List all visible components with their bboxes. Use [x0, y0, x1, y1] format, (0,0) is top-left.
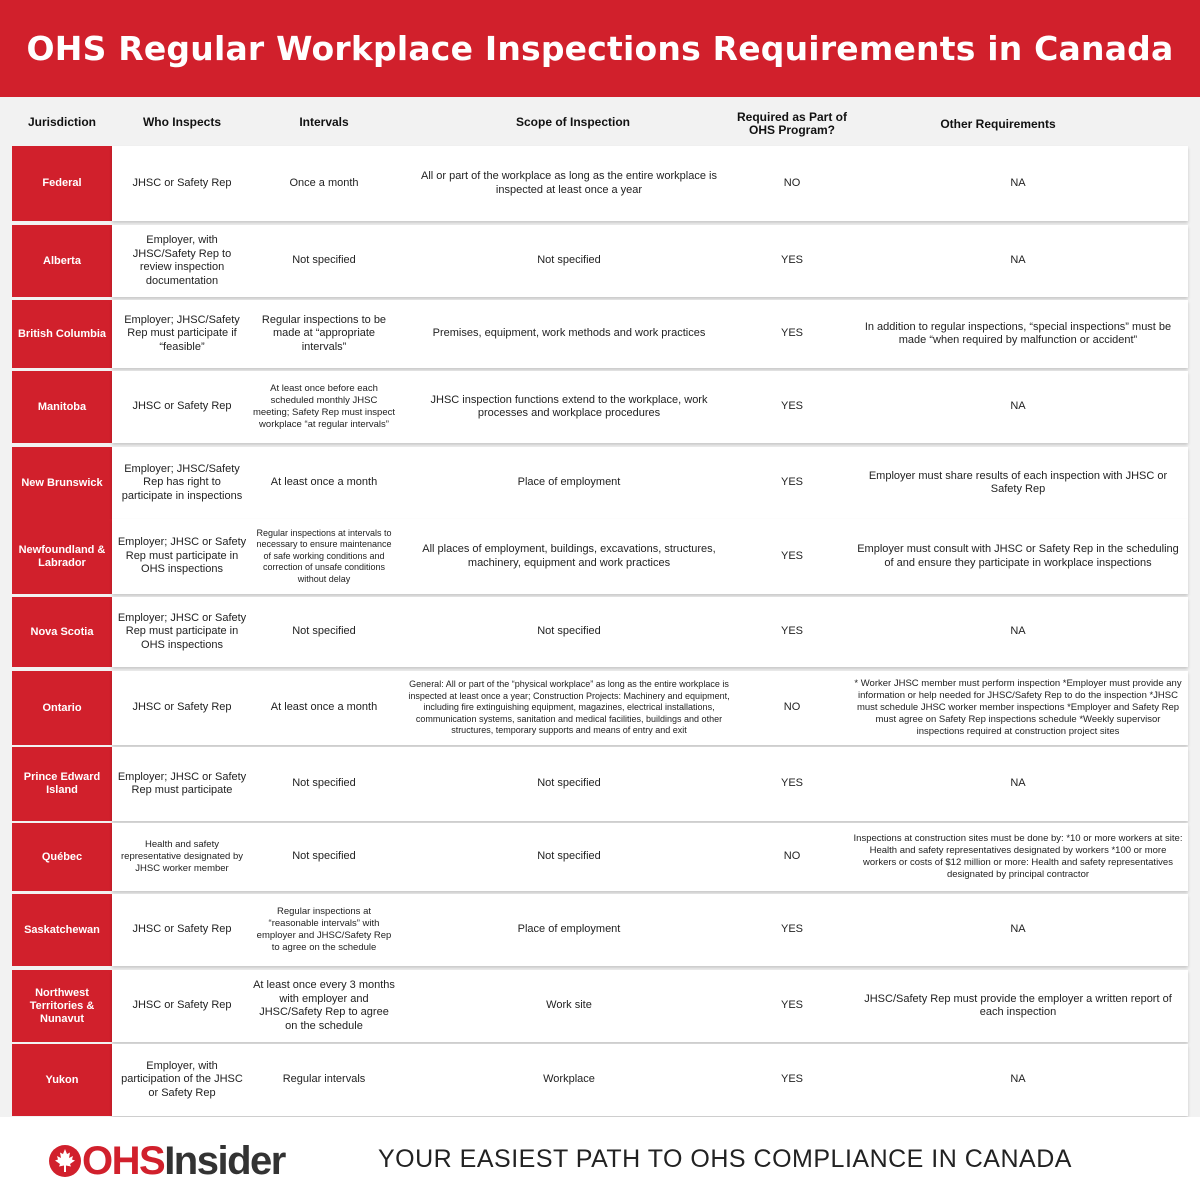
scope-cell: Work site — [546, 999, 592, 1012]
table-row — [12, 747, 1188, 821]
scope-cell: Place of employment — [517, 923, 621, 936]
table-row — [12, 225, 1188, 297]
jurisdiction-cell: Manitoba — [12, 371, 112, 443]
required-cell: YES — [780, 327, 803, 340]
required-cell: YES — [780, 1073, 803, 1086]
row-body — [112, 300, 1188, 368]
intervals-cell: Regular intervals — [282, 1073, 366, 1086]
jurisdiction-cell: Alberta — [12, 225, 112, 297]
table-row — [12, 371, 1188, 443]
page-title: OHS Regular Workplace Inspections Requirements in Canada — [26, 29, 1174, 68]
intervals-cell: Regular inspections at “reasonable intervals” with employer and JHSC/Safety Rep to agree on the schedule — [256, 906, 392, 953]
required-cell: YES — [780, 923, 803, 936]
table-row — [12, 1044, 1188, 1116]
other-cell: NA — [1010, 254, 1026, 267]
header-scope: Scope of Inspection — [515, 114, 630, 129]
other-cell: NA — [1010, 625, 1026, 638]
intervals-cell: Not specified — [292, 777, 356, 790]
row-body — [112, 823, 1188, 891]
table-row — [12, 894, 1188, 966]
required-cell: YES — [780, 999, 803, 1012]
who-cell: Employer; JHSC/Safety Rep must participate if “feasible” — [124, 313, 240, 353]
intervals-cell: At least once before each scheduled monthly JHSC meeting; Safety Rep must inspect workplace “at regular intervals” — [252, 383, 396, 430]
other-cell: In addition to regular inspections, “special inspections” must be made “when required by malfunction or accident” — [864, 320, 1172, 346]
who-cell: Employer, with JHSC/Safety Rep to review inspection documentation — [132, 234, 232, 287]
jurisdiction-cell: Prince Edward Island — [12, 747, 112, 821]
other-cell: NA — [1010, 777, 1026, 790]
who-cell: JHSC or Safety Rep — [132, 999, 232, 1012]
required-cell: NO — [783, 850, 801, 863]
jurisdiction-cell: Québec — [12, 823, 112, 891]
row-body — [112, 447, 1188, 519]
who-cell: Employer, with participation of the JHSC or Safety Rep — [121, 1059, 243, 1099]
who-cell: Employer; JHSC or Safety Rep must participate in OHS inspections — [117, 611, 247, 651]
scope-cell: Premises, equipment, work methods and work practices — [432, 327, 706, 340]
jurisdiction-cell: Saskatchewan — [12, 894, 112, 966]
jurisdiction-cell: Ontario — [12, 671, 112, 745]
header-who-inspects: Who Inspects — [142, 114, 221, 129]
intervals-cell: At least once a month — [270, 476, 378, 489]
other-cell: NA — [1010, 1073, 1026, 1086]
table-row — [12, 447, 1188, 519]
jurisdiction-cell: Newfoundland & Labrador — [12, 519, 112, 594]
row-body — [112, 519, 1188, 594]
required-cell: YES — [780, 549, 803, 562]
requirements-table — [0, 97, 1200, 1117]
row-body — [112, 146, 1188, 221]
intervals-cell: Not specified — [292, 254, 356, 267]
scope-cell: Not specified — [537, 777, 601, 790]
intervals-cell: Regular inspections at intervals to necessary to ensure maintenance of safe working conditions and correction of unsafe conditions without delay — [256, 527, 392, 584]
who-cell: JHSC or Safety Rep — [132, 400, 232, 413]
intervals-cell: Once a month — [289, 176, 359, 189]
table-row — [12, 300, 1188, 368]
required-cell: NO — [783, 176, 801, 189]
header-required: Required as Part of OHS Program? — [736, 110, 848, 137]
who-cell: Employer; JHSC or Safety Rep must participate — [117, 770, 247, 796]
title-banner — [0, 0, 1200, 97]
other-cell: NA — [1010, 923, 1026, 936]
scope-cell: Not specified — [537, 254, 601, 267]
intervals-cell: At least once every 3 months with employer and JHSC/Safety Rep to agree on the schedule — [253, 979, 395, 1032]
ohs-insider-logo — [48, 1139, 285, 1183]
row-body — [112, 970, 1188, 1042]
scope-cell: All or part of the workplace as long as the entire workplace is inspected at least once a year — [421, 170, 717, 196]
row-body — [112, 747, 1188, 821]
table-row — [12, 597, 1188, 667]
scope-cell: All places of employment, buildings, excavations, structures, machinery, equipment and work practices — [422, 543, 716, 569]
jurisdiction-cell: New Brunswick — [12, 447, 112, 519]
intervals-cell: Not specified — [292, 850, 356, 863]
required-cell: YES — [780, 476, 803, 489]
table-row — [12, 970, 1188, 1042]
scope-cell: Not specified — [537, 625, 601, 638]
tagline: YOUR EASIEST PATH TO OHS COMPLIANCE IN CANADA — [378, 1145, 1072, 1173]
scope-cell: General: All or part of the “physical workplace” as long as the entire workplace is inspected at least once a year; Construction Projects: Machinery and equipment, including fire extinguishing equipment, magazines, electrical installations, communication systems, sanitation and medical facilities, buildings and other structures, temporary supports and means of entry and exit — [408, 679, 730, 736]
table-row — [12, 823, 1188, 891]
intervals-cell: Regular inspections to be made at “appropriate intervals” — [261, 313, 387, 353]
table-row — [12, 519, 1188, 594]
intervals-cell: At least once a month — [270, 701, 378, 714]
row-body — [112, 671, 1188, 745]
header-jurisdiction: Jurisdiction — [27, 114, 96, 129]
other-cell: Inspections at construction sites must be done by: *10 or more workers at site: Health and safety representatives designated by workers *100 or more workers or costs of $12 million or more: Health and safety representatives designated by principal contractor — [853, 833, 1183, 880]
logo-insider-text: Insider — [164, 1139, 285, 1183]
jurisdiction-cell: Nova Scotia — [12, 597, 112, 667]
scope-cell: JHSC inspection functions extend to the workplace, work processes and workplace procedures — [430, 393, 708, 419]
required-cell: YES — [780, 777, 803, 790]
who-cell: JHSC or Safety Rep — [132, 923, 232, 936]
who-cell: JHSC or Safety Rep — [132, 176, 232, 189]
table-row — [12, 671, 1188, 745]
row-body — [112, 597, 1188, 667]
other-cell: Employer must consult with JHSC or Safety Rep in the scheduling of and ensure they participate in workplace inspections — [857, 543, 1179, 569]
scope-cell: Workplace — [543, 1073, 595, 1086]
who-cell: Employer; JHSC or Safety Rep must participate in OHS inspections — [117, 536, 247, 576]
other-cell: JHSC/Safety Rep must provide the employer a written report of each inspection — [864, 992, 1172, 1018]
other-cell: NA — [1010, 176, 1026, 189]
who-cell: Health and safety representative designated by JHSC worker member — [121, 839, 243, 874]
row-body — [112, 1044, 1188, 1116]
other-cell: NA — [1010, 400, 1026, 413]
scope-cell: Place of employment — [517, 476, 621, 489]
required-cell: NO — [783, 701, 801, 714]
logo-ohs-text: OHS — [82, 1139, 165, 1183]
header-intervals: Intervals — [299, 114, 349, 129]
required-cell: YES — [780, 400, 803, 413]
footer — [0, 1117, 1200, 1198]
intervals-cell: Not specified — [292, 625, 356, 638]
scope-cell: Not specified — [537, 850, 601, 863]
maple-leaf-icon — [48, 1144, 82, 1178]
required-cell: YES — [780, 625, 803, 638]
table-row — [12, 146, 1188, 221]
jurisdiction-cell: Yukon — [12, 1044, 112, 1116]
jurisdiction-cell: Northwest Territories & Nunavut — [12, 970, 112, 1042]
row-body — [112, 225, 1188, 297]
other-cell: Employer must share results of each inspection with JHSC or Safety Rep — [868, 469, 1168, 495]
row-body — [112, 894, 1188, 966]
required-cell: YES — [780, 254, 803, 267]
who-cell: Employer; JHSC/Safety Rep has right to participate in inspections — [121, 462, 243, 502]
who-cell: JHSC or Safety Rep — [132, 701, 232, 714]
other-cell: * Worker JHSC member must perform inspection *Employer must provide any information or help needed for JHSC/Safety Rep to do the inspection *JHSC must schedule JHSC worker member inspections *Employer and Safety Rep must agree on Safety Rep inspections schedule *Weekly supervisor inspections required at construction project sites — [854, 678, 1182, 737]
row-body — [112, 371, 1188, 443]
jurisdiction-cell: Federal — [12, 146, 112, 221]
header-other-requirements: Other Requirements — [940, 116, 1056, 131]
jurisdiction-cell: British Columbia — [12, 300, 112, 368]
